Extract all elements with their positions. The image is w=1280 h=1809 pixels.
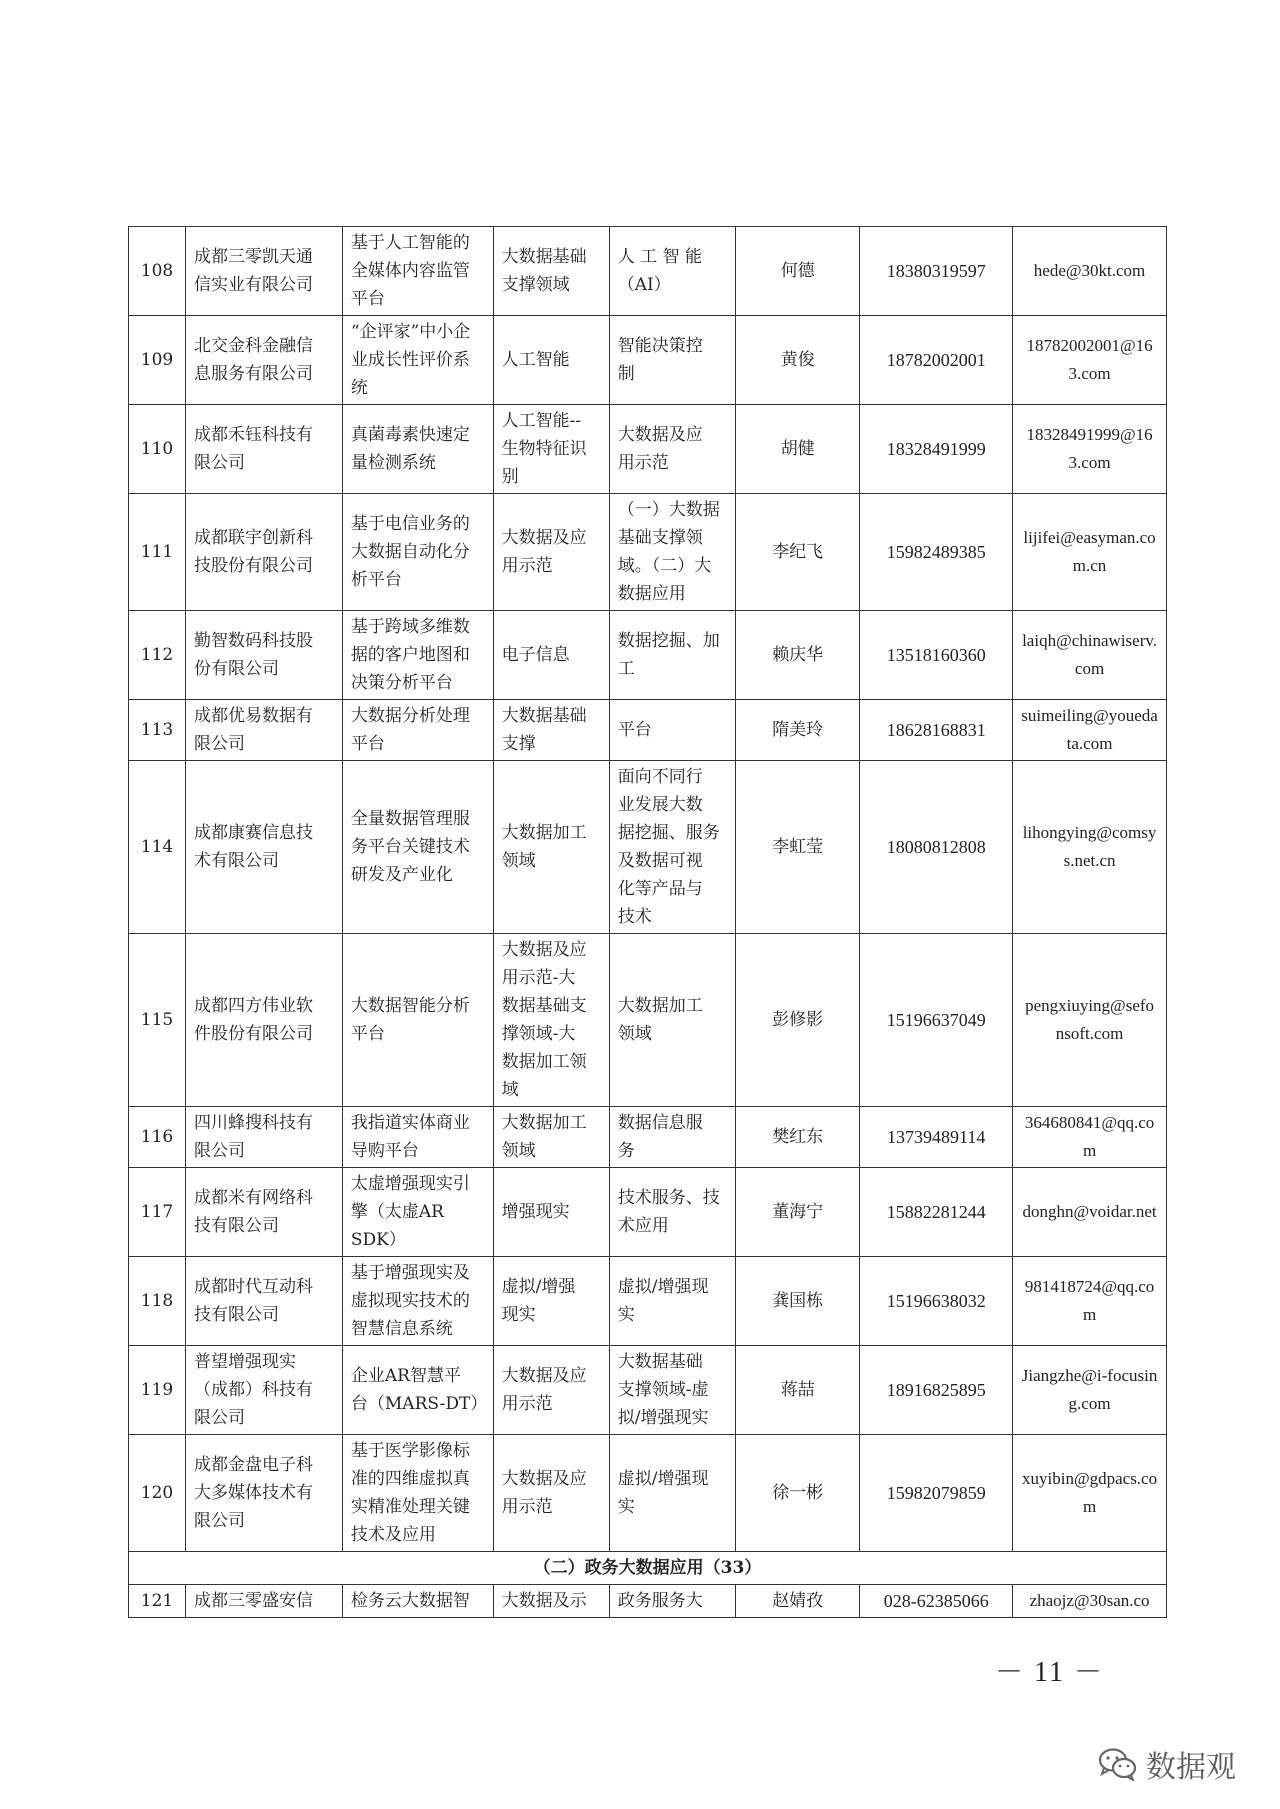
email-cell: 364680841@qq.com [1013, 1107, 1167, 1168]
field-cell: 大数据加工 领域 [493, 1107, 609, 1168]
project-cell: 全量数据管理服 务平台关键技术 研发及产业化 [342, 761, 493, 934]
contact-cell: 黄俊 [736, 316, 860, 405]
direction-cell: 技术服务、技 术应用 [609, 1168, 735, 1257]
row-number: 113 [129, 700, 186, 761]
company-cell: 成都时代互动科 技有限公司 [186, 1257, 343, 1346]
project-cell: 基于电信业务的 大数据自动化分 析平台 [342, 494, 493, 611]
email-cell: pengxiuying@sefonsoft.com [1013, 934, 1167, 1107]
email-cell: donghn@voidar.net [1013, 1168, 1167, 1257]
phone-cell: 15982489385 [860, 494, 1013, 611]
project-cell: 大数据智能分析 平台 [342, 934, 493, 1107]
field-cell: 大数据及示 [493, 1585, 609, 1618]
contact-cell: 徐一彬 [736, 1435, 860, 1552]
direction-cell: 大数据基础 支撑领域-虚 拟/增强现实 [609, 1346, 735, 1435]
row-number: 110 [129, 405, 186, 494]
project-cell: 基于增强现实及 虚拟现实技术的 智慧信息系统 [342, 1257, 493, 1346]
row-number: 109 [129, 316, 186, 405]
table-row [129, 1107, 1167, 1168]
field-cell: 大数据加工 领域 [493, 761, 609, 934]
table-row [129, 700, 1167, 761]
section-header-row [129, 1552, 1167, 1585]
contact-cell: 彭修影 [736, 934, 860, 1107]
company-cell: 成都金盘电子科 大多媒体技术有 限公司 [186, 1435, 343, 1552]
row-number: 116 [129, 1107, 186, 1168]
phone-cell: 18782002001 [860, 316, 1013, 405]
phone-cell: 15196638032 [860, 1257, 1013, 1346]
row-number: 115 [129, 934, 186, 1107]
direction-cell: 数据信息服 务 [609, 1107, 735, 1168]
phone-cell: 18080812808 [860, 761, 1013, 934]
page-number: － 11 － [995, 1657, 1104, 1688]
direction-cell: 面向不同行 业发展大数 据挖掘、服务 及数据可视 化等产品与 技术 [609, 761, 735, 934]
contact-cell: 樊红东 [736, 1107, 860, 1168]
company-cell: 四川蜂搜科技有 限公司 [186, 1107, 343, 1168]
table-row [129, 934, 1167, 1107]
phone-cell: 18380319597 [860, 227, 1013, 316]
field-cell: 电子信息 [493, 611, 609, 700]
watermark-text: 数据观 [1146, 1750, 1236, 1785]
company-cell: 北交金科金融信 息服务有限公司 [186, 316, 343, 405]
field-cell: 人工智能-- 生物特征识 别 [493, 405, 609, 494]
table-row [129, 1435, 1167, 1552]
table-row [129, 1585, 1167, 1618]
direction-cell: 数据挖掘、加 工 [609, 611, 735, 700]
table-row [129, 1257, 1167, 1346]
email-cell: lijifei@easyman.com.cn [1013, 494, 1167, 611]
direction-cell: 智能决策控 制 [609, 316, 735, 405]
row-number: 120 [129, 1435, 186, 1552]
table-row [129, 227, 1167, 316]
field-cell: 虚拟/增强 现实 [493, 1257, 609, 1346]
company-cell: 成都三零盛安信 [186, 1585, 343, 1618]
contact-cell: 何德 [736, 227, 860, 316]
field-cell: 大数据及应 用示范 [493, 1435, 609, 1552]
project-cell: 真菌毒素快速定 量检测系统 [342, 405, 493, 494]
table-row [129, 1346, 1167, 1435]
project-cell: 基于跨域多维数 据的客户地图和 决策分析平台 [342, 611, 493, 700]
phone-cell: 18916825895 [860, 1346, 1013, 1435]
company-cell: 成都康赛信息技 术有限公司 [186, 761, 343, 934]
company-cell: 成都四方伟业软 件股份有限公司 [186, 934, 343, 1107]
contact-cell: 龚国栋 [736, 1257, 860, 1346]
email-cell: suimeiling@youedata.com [1013, 700, 1167, 761]
project-table [128, 226, 1167, 1618]
phone-cell: 15882281244 [860, 1168, 1013, 1257]
email-cell: 18782002001@163.com [1013, 316, 1167, 405]
contact-cell: 蒋喆 [736, 1346, 860, 1435]
phone-cell: 15982079859 [860, 1435, 1013, 1552]
project-cell: 基于人工智能的 全媒体内容监管 平台 [342, 227, 493, 316]
table-row [129, 494, 1167, 611]
project-cell: 我指道实体商业 导购平台 [342, 1107, 493, 1168]
field-cell: 大数据基础 支撑领域 [493, 227, 609, 316]
row-number: 118 [129, 1257, 186, 1346]
field-cell: 大数据基础 支撑 [493, 700, 609, 761]
contact-cell: 赵婧孜 [736, 1585, 860, 1618]
wechat-icon [1098, 1747, 1138, 1781]
project-cell: 太虚增强现实引 擎（太虚AR SDK） [342, 1168, 493, 1257]
field-cell: 增强现实 [493, 1168, 609, 1257]
project-cell: 检务云大数据智 [342, 1585, 493, 1618]
contact-cell: 赖庆华 [736, 611, 860, 700]
company-cell: 普望增强现实 （成都）科技有 限公司 [186, 1346, 343, 1435]
phone-cell: 13739489114 [860, 1107, 1013, 1168]
section-title: （二）政务大数据应用（33） [129, 1552, 1167, 1585]
phone-cell: 18628168831 [860, 700, 1013, 761]
email-cell: lihongying@comsys.net.cn [1013, 761, 1167, 934]
company-cell: 勤智数码科技股 份有限公司 [186, 611, 343, 700]
row-number: 112 [129, 611, 186, 700]
email-cell: 18328491999@163.com [1013, 405, 1167, 494]
phone-cell: 13518160360 [860, 611, 1013, 700]
direction-cell: （一）大数据 基础支撑领 域。（二）大 数据应用 [609, 494, 735, 611]
field-cell: 大数据及应 用示范 [493, 1346, 609, 1435]
row-number: 121 [129, 1585, 186, 1618]
project-cell: “企评家”中小企 业成长性评价系 统 [342, 316, 493, 405]
company-cell: 成都禾钰科技有 限公司 [186, 405, 343, 494]
contact-cell: 胡健 [736, 405, 860, 494]
table-row [129, 761, 1167, 934]
email-cell: 981418724@qq.com [1013, 1257, 1167, 1346]
row-number: 108 [129, 227, 186, 316]
direction-cell: 政务服务大 [609, 1585, 735, 1618]
table-row [129, 316, 1167, 405]
row-number: 119 [129, 1346, 186, 1435]
company-cell: 成都优易数据有 限公司 [186, 700, 343, 761]
row-number: 114 [129, 761, 186, 934]
direction-cell: 大数据及应 用示范 [609, 405, 735, 494]
field-cell: 人工智能 [493, 316, 609, 405]
company-cell: 成都三零凯天通 信实业有限公司 [186, 227, 343, 316]
direction-cell: 虚拟/增强现 实 [609, 1257, 735, 1346]
company-cell: 成都米有网络科 技有限公司 [186, 1168, 343, 1257]
project-cell: 企业AR智慧平 台（MARS-DT） [342, 1346, 493, 1435]
project-cell: 基于医学影像标 准的四维虚拟真 实精准处理关键 技术及应用 [342, 1435, 493, 1552]
company-cell: 成都联宇创新科 技股份有限公司 [186, 494, 343, 611]
watermark [1098, 1742, 1236, 1786]
field-cell: 大数据及应 用示范-大 数据基础支 撑领域-大 数据加工领 域 [493, 934, 609, 1107]
table-row [129, 1168, 1167, 1257]
direction-cell: 虚拟/增强现 实 [609, 1435, 735, 1552]
direction-cell: 平台 [609, 700, 735, 761]
row-number: 111 [129, 494, 186, 611]
contact-cell: 董海宁 [736, 1168, 860, 1257]
email-cell: laiqh@chinawiserv.com [1013, 611, 1167, 700]
email-cell: hede@30kt.com [1013, 227, 1167, 316]
contact-cell: 李纪飞 [736, 494, 860, 611]
table-row [129, 611, 1167, 700]
table-row [129, 405, 1167, 494]
field-cell: 大数据及应 用示范 [493, 494, 609, 611]
project-cell: 大数据分析处理 平台 [342, 700, 493, 761]
direction-cell: 大数据加工 领域 [609, 934, 735, 1107]
phone-cell: 18328491999 [860, 405, 1013, 494]
row-number: 117 [129, 1168, 186, 1257]
phone-cell: 028-62385066 [860, 1585, 1013, 1618]
contact-cell: 隋美玲 [736, 700, 860, 761]
email-cell: xuyibin@gdpacs.com [1013, 1435, 1167, 1552]
email-cell: zhaojz@30san.co [1013, 1585, 1167, 1618]
contact-cell: 李虹莹 [736, 761, 860, 934]
direction-cell: 人 工 智 能 （AI） [609, 227, 735, 316]
phone-cell: 15196637049 [860, 934, 1013, 1107]
email-cell: Jiangzhe@i-focusing.com [1013, 1346, 1167, 1435]
